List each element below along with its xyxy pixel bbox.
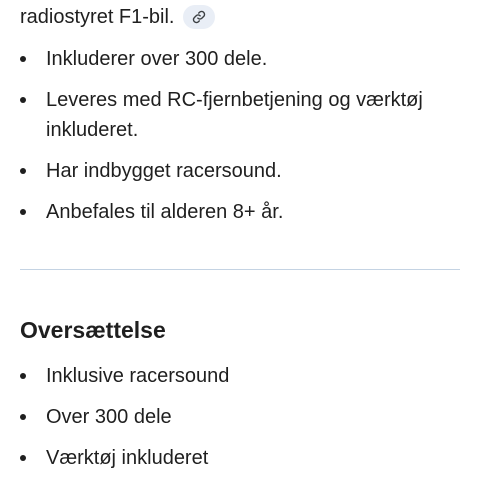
section-heading: Oversættelse <box>20 317 166 343</box>
bullet-icon <box>20 209 26 215</box>
list-item <box>20 361 460 391</box>
bullet-icon <box>20 455 26 461</box>
list-item-text: Over 300 dele <box>46 406 172 428</box>
list-item-text: Værktøj inkluderet <box>46 447 209 469</box>
intro-text: radiostyret F1-bil. <box>20 6 175 28</box>
list-item <box>20 197 460 227</box>
link-icon <box>192 10 206 24</box>
list-item <box>20 156 460 186</box>
feature-list <box>20 44 460 238</box>
bullet-icon <box>20 373 26 379</box>
bullet-icon <box>20 97 26 103</box>
list-item-text: Har indbygget racersound. <box>46 160 282 182</box>
list-item-text: Anbefales til alderen 8+ år. <box>46 201 284 223</box>
section-divider <box>20 269 460 270</box>
list-item <box>20 44 460 74</box>
intro-line <box>20 2 215 32</box>
translation-list <box>20 361 460 480</box>
source-link-button[interactable] <box>183 5 215 29</box>
bullet-icon <box>20 56 26 62</box>
list-item <box>20 443 460 473</box>
list-item <box>20 85 460 145</box>
bullet-icon <box>20 414 26 420</box>
list-item-text: Leveres med RC-fjernbetjening og værktøj inkluderet. <box>46 89 423 141</box>
list-item-text: Inkluderer over 300 dele. <box>46 48 268 70</box>
list-item-text: Inklusive racersound <box>46 365 230 387</box>
list-item <box>20 402 460 432</box>
bullet-icon <box>20 168 26 174</box>
